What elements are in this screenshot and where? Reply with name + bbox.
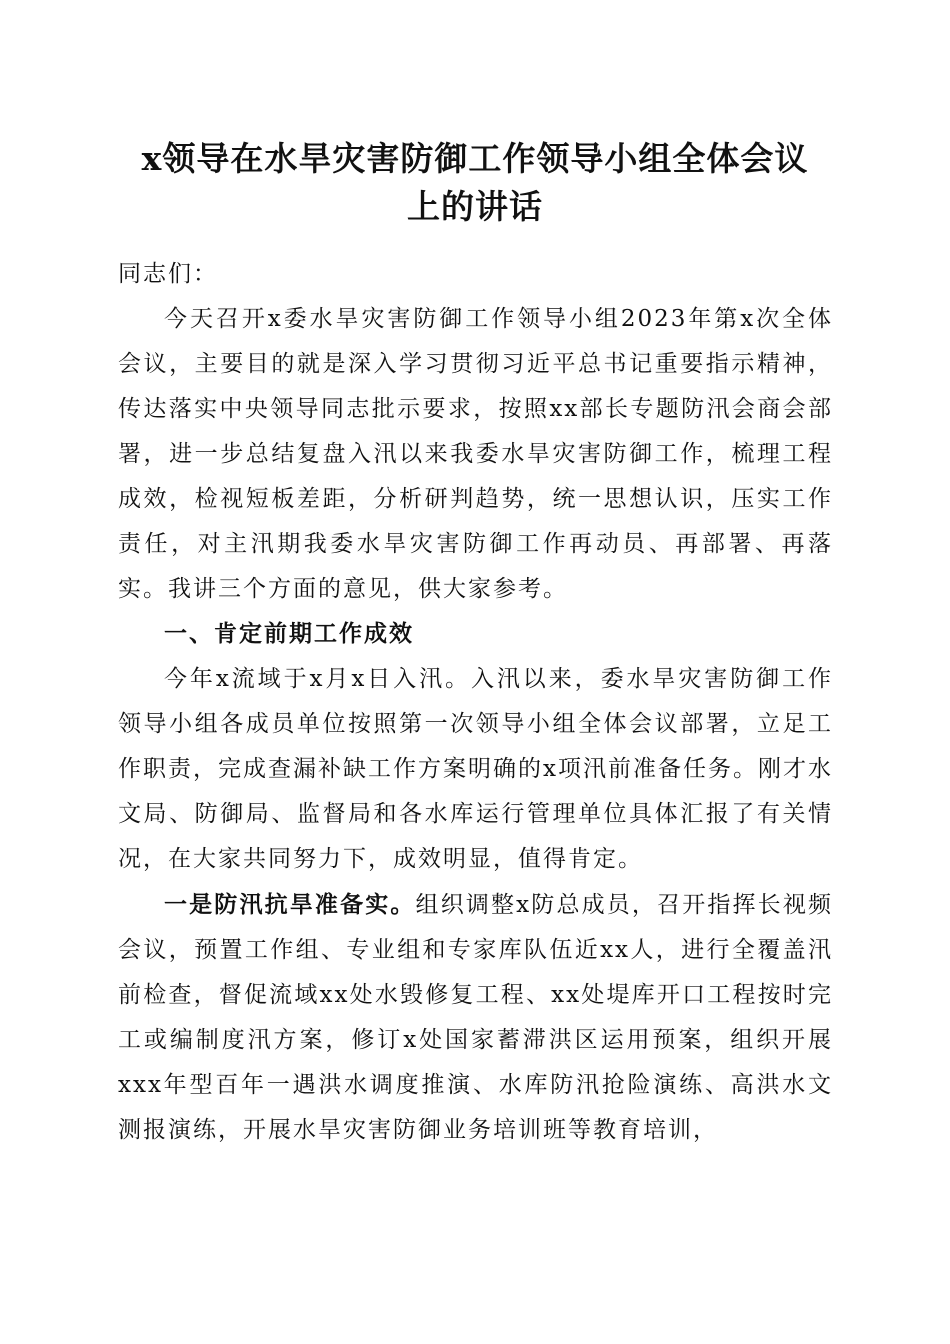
document-body xyxy=(118,252,833,1153)
point-1-lead: 一是防汛抗旱准备实。 xyxy=(164,891,416,918)
point-1-text: 组织调整x防总成员，召开指挥长视频会议，预置工作组、专业组和专家库队伍近xx人，进行全覆盖汛前检查，督促流域xx处水毁修复工程、xx处堤库开口工程按时完工或编制度汛方案，修订x处国家蓄滞洪区运用预案，组织开展xxx年型百年一遇洪水调度推演、水库防汛抢险演练、高洪水文测报演练，开展水旱灾害防御业务培训班等教育培训， xyxy=(118,892,833,1143)
section-1-intro-paragraph: 今年x流域于x月x日入汛。入汛以来，委水旱灾害防御工作领导小组各成员单位按照第一次领导小组全体会议部署，立足工作职责，完成查漏补缺工作方案明确的x项汛前准备任务。刚才水文局、防御局、监督局和各水库运行管理单位具体汇报了有关情况，在大家共同努力下，成效明显，值得肯定。 xyxy=(118,666,833,872)
title-line-1: x领导在水旱灾害防御工作领导小组全体会议 xyxy=(141,139,809,178)
section-1-point-1-paragraph xyxy=(118,882,833,1153)
document-title xyxy=(100,135,850,231)
opening-paragraph: 今天召开x委水旱灾害防御工作领导小组2023年第x次全体会议，主要目的就是深入学习贯彻习近平总书记重要指示精神，传达落实中央领导同志批示要求，按照xx部长专题防汛会商会部署，进一步总结复盘入汛以来我委水旱灾害防御工作，梳理工程成效，检视短板差距，分析研判趋势，统一思想认识，压实工作责任，对主汛期我委水旱灾害防御工作再动员、再部署、再落实。我讲三个方面的意见，供大家参考。 xyxy=(118,306,833,602)
title-line-2: 上的讲话 xyxy=(407,187,543,226)
section-heading-1: 一、肯定前期工作成效 xyxy=(164,621,414,647)
salutation: 同志们： xyxy=(118,261,218,287)
